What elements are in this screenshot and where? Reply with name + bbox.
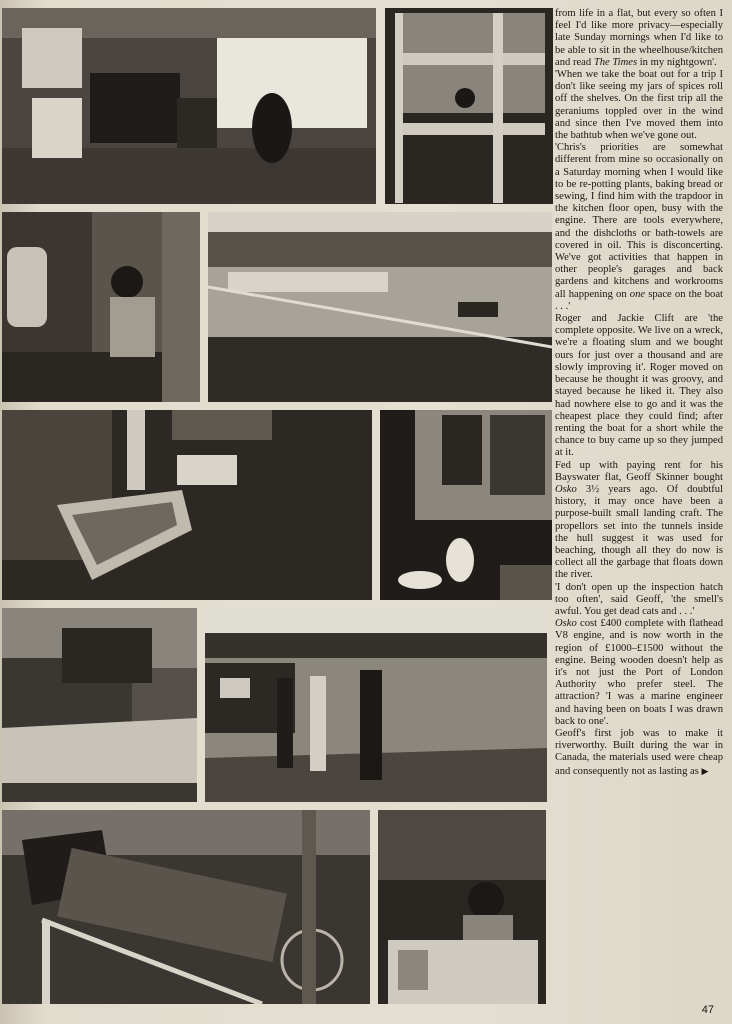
article-paragraph: 'When we take the boat out for a trip I don't like seeing my jars of spices roll off the shelves. On the first trip all the geraniums toppled over in the wind and since then I've moved them into the bathtub when we've gone out. <box>555 69 723 142</box>
continue-arrow-icon: ▶ <box>701 765 709 776</box>
photo-osko-hull <box>2 810 370 1004</box>
photo-river-moorings <box>208 212 552 402</box>
article-paragraph: from life in a flat, but every so often I feel I'd like more privacy—especially late Sunday mornings when I'd like to be able to sit in the wheelhouse/kitchen and read The Times in my nightgown'. <box>555 8 723 68</box>
photo-wreck-boats <box>2 608 197 802</box>
photo-engine-room <box>2 212 200 402</box>
photo-dinghy-ladder <box>2 410 372 600</box>
photo-flat-interior-piano <box>2 8 376 204</box>
photo-window-frame <box>385 8 553 204</box>
page-number: 47 <box>701 1004 714 1016</box>
article-paragraph: 'Chris's priorities are somewhat different from mine so occasionally on a Saturday morning when I would like to be re-potting plants, baking bread or sewing, I find him with the trapdoor in the kitchen floor open, busy with the engine. There are tools everywhere, and the dishcloths or bath-towels are covered in oil. This is disconcerting. We've got activities that happen in other people's garages and back gardens and kitchens and workrooms all happening on one space on the boat . . .' <box>555 142 723 312</box>
photo-swans-window <box>380 410 552 600</box>
article-text-column <box>555 8 723 1004</box>
article-paragraph: Geoff's first job was to make it riverworthy. Built during the war in Canada, the materials used were cheap and consequently not as lasting as ▶ <box>555 727 723 777</box>
article-paragraph: Roger and Jackie Clift are 'the complete opposite. We live on a wreck, we're a floating slum and we bought ours for just over a thousand and are slowly improving it'. Roger moved on because he thought it was groovy, and stayed because he liked it. They also had nowhere else to go and it was the cheapest place they could find; after renting the boat for a short while the chance to buy came up so they jumped at it. <box>555 313 723 459</box>
article-paragraph: Osko cost £400 complete with flathead V8 engine, and is now worth in the region of £1000–£1500 without the engine. Being wooden doesn't help as it's not just the Port of London Authority who prefer steel. The attraction? 'I was a marine engineer and having been on boats I was drawn back to one'. <box>555 618 723 727</box>
article-paragraph: 'I don't open up the inspection hatch too often', said Geoff, 'the smell's awful. You get dead cats and . . .' <box>555 581 723 617</box>
photo-wheelhouse-kitchen <box>378 810 546 1004</box>
article-paragraph: Fed up with paying rent for his Bayswater flat, Geoff Skinner bought Osko 3½ years ago. Of doubtful history, it may once have been a purpose-built small landing craft. The propellors set into the tunnels inside the hull suggest it was used for beaching, though all they do now is collect all the garbage that floats down the river. <box>555 459 723 581</box>
photo-people-on-deck <box>205 608 547 802</box>
